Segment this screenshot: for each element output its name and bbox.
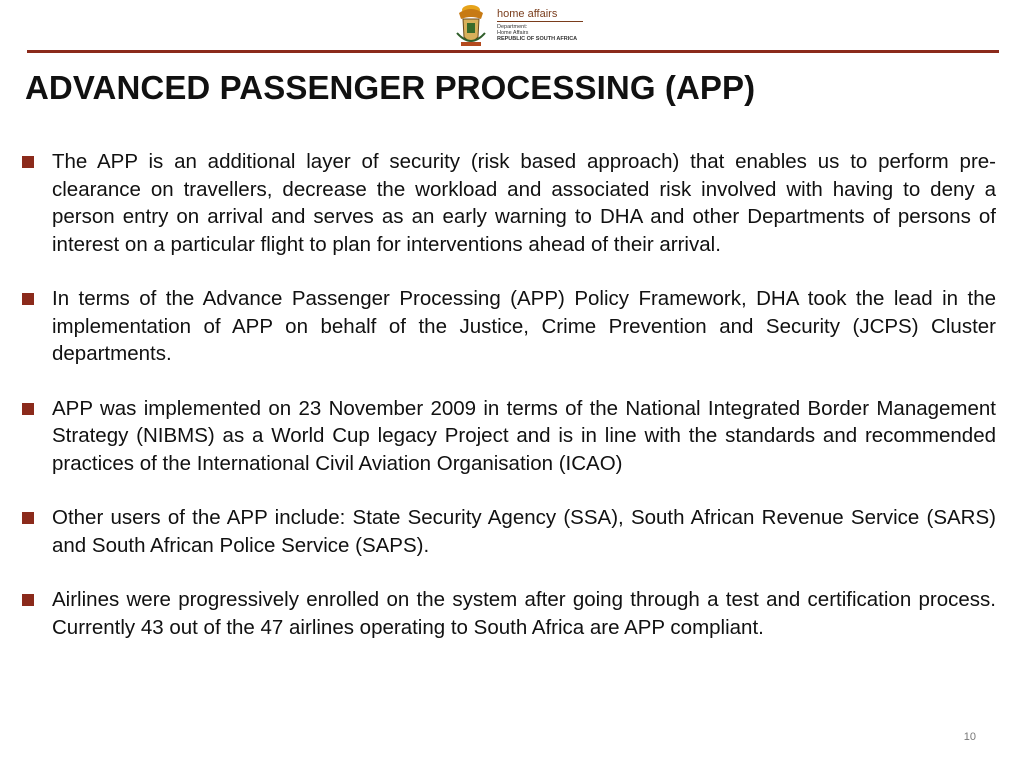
bullet-text: Airlines were progressively enrolled on the system after going through a test and certification process. Currently 43 out of the 47 airlines operating to South Africa are APP compliant.: [52, 588, 996, 639]
brand-line-2: Home Affairs: [497, 30, 529, 36]
brand-line-1: Department:: [497, 24, 528, 30]
brand-line-3: REPUBLIC OF SOUTH AFRICA: [497, 36, 578, 42]
bullet-item: [22, 586, 996, 641]
header-logo: [454, 3, 584, 49]
bullet-item: [22, 395, 996, 478]
bullet-text: The APP is an additional layer of security (risk based approach) that enables us to perform pre-clearance on travellers, decrease the workload and associated risk involved with having to deny a person entry on arrival and serves as an early warning to DHA and other Departments of persons of interest on a particular flight to plan for interventions ahead of their arrival.: [52, 150, 996, 256]
square-bullet-icon: [22, 594, 34, 606]
bullet-list: [22, 148, 996, 668]
slide-title: ADVANCED PASSENGER PROCESSING (APP): [25, 69, 756, 106]
bullet-item: [22, 285, 996, 368]
page-number: 10: [963, 731, 976, 743]
brand-text: [497, 8, 583, 42]
bullet-text: Other users of the APP include: State Security Agency (SSA), South African Revenue Service (SARS) and South African Police Service (SAPS).: [52, 506, 996, 557]
coat-of-arms-icon: [454, 3, 488, 49]
bullet-item: [22, 148, 996, 258]
bullet-text: In terms of the Advance Passenger Processing (APP) Policy Framework, DHA took the lead in the implementation of APP on behalf of the Justice, Crime Prevention and Security (JCPS) Cluster departments.: [52, 287, 996, 365]
bullet-item: [22, 504, 996, 559]
square-bullet-icon: [22, 512, 34, 524]
square-bullet-icon: [22, 293, 34, 305]
square-bullet-icon: [22, 156, 34, 168]
header-divider: [27, 50, 999, 53]
square-bullet-icon: [22, 403, 34, 415]
brand-name: home affairs: [497, 8, 583, 22]
bullet-text: APP was implemented on 23 November 2009 in terms of the National Integrated Border Management Strategy (NIBMS) as a World Cup legacy Project and is in line with the standards and recommended practices of the International Civil Aviation Organisation (ICAO): [52, 396, 996, 475]
